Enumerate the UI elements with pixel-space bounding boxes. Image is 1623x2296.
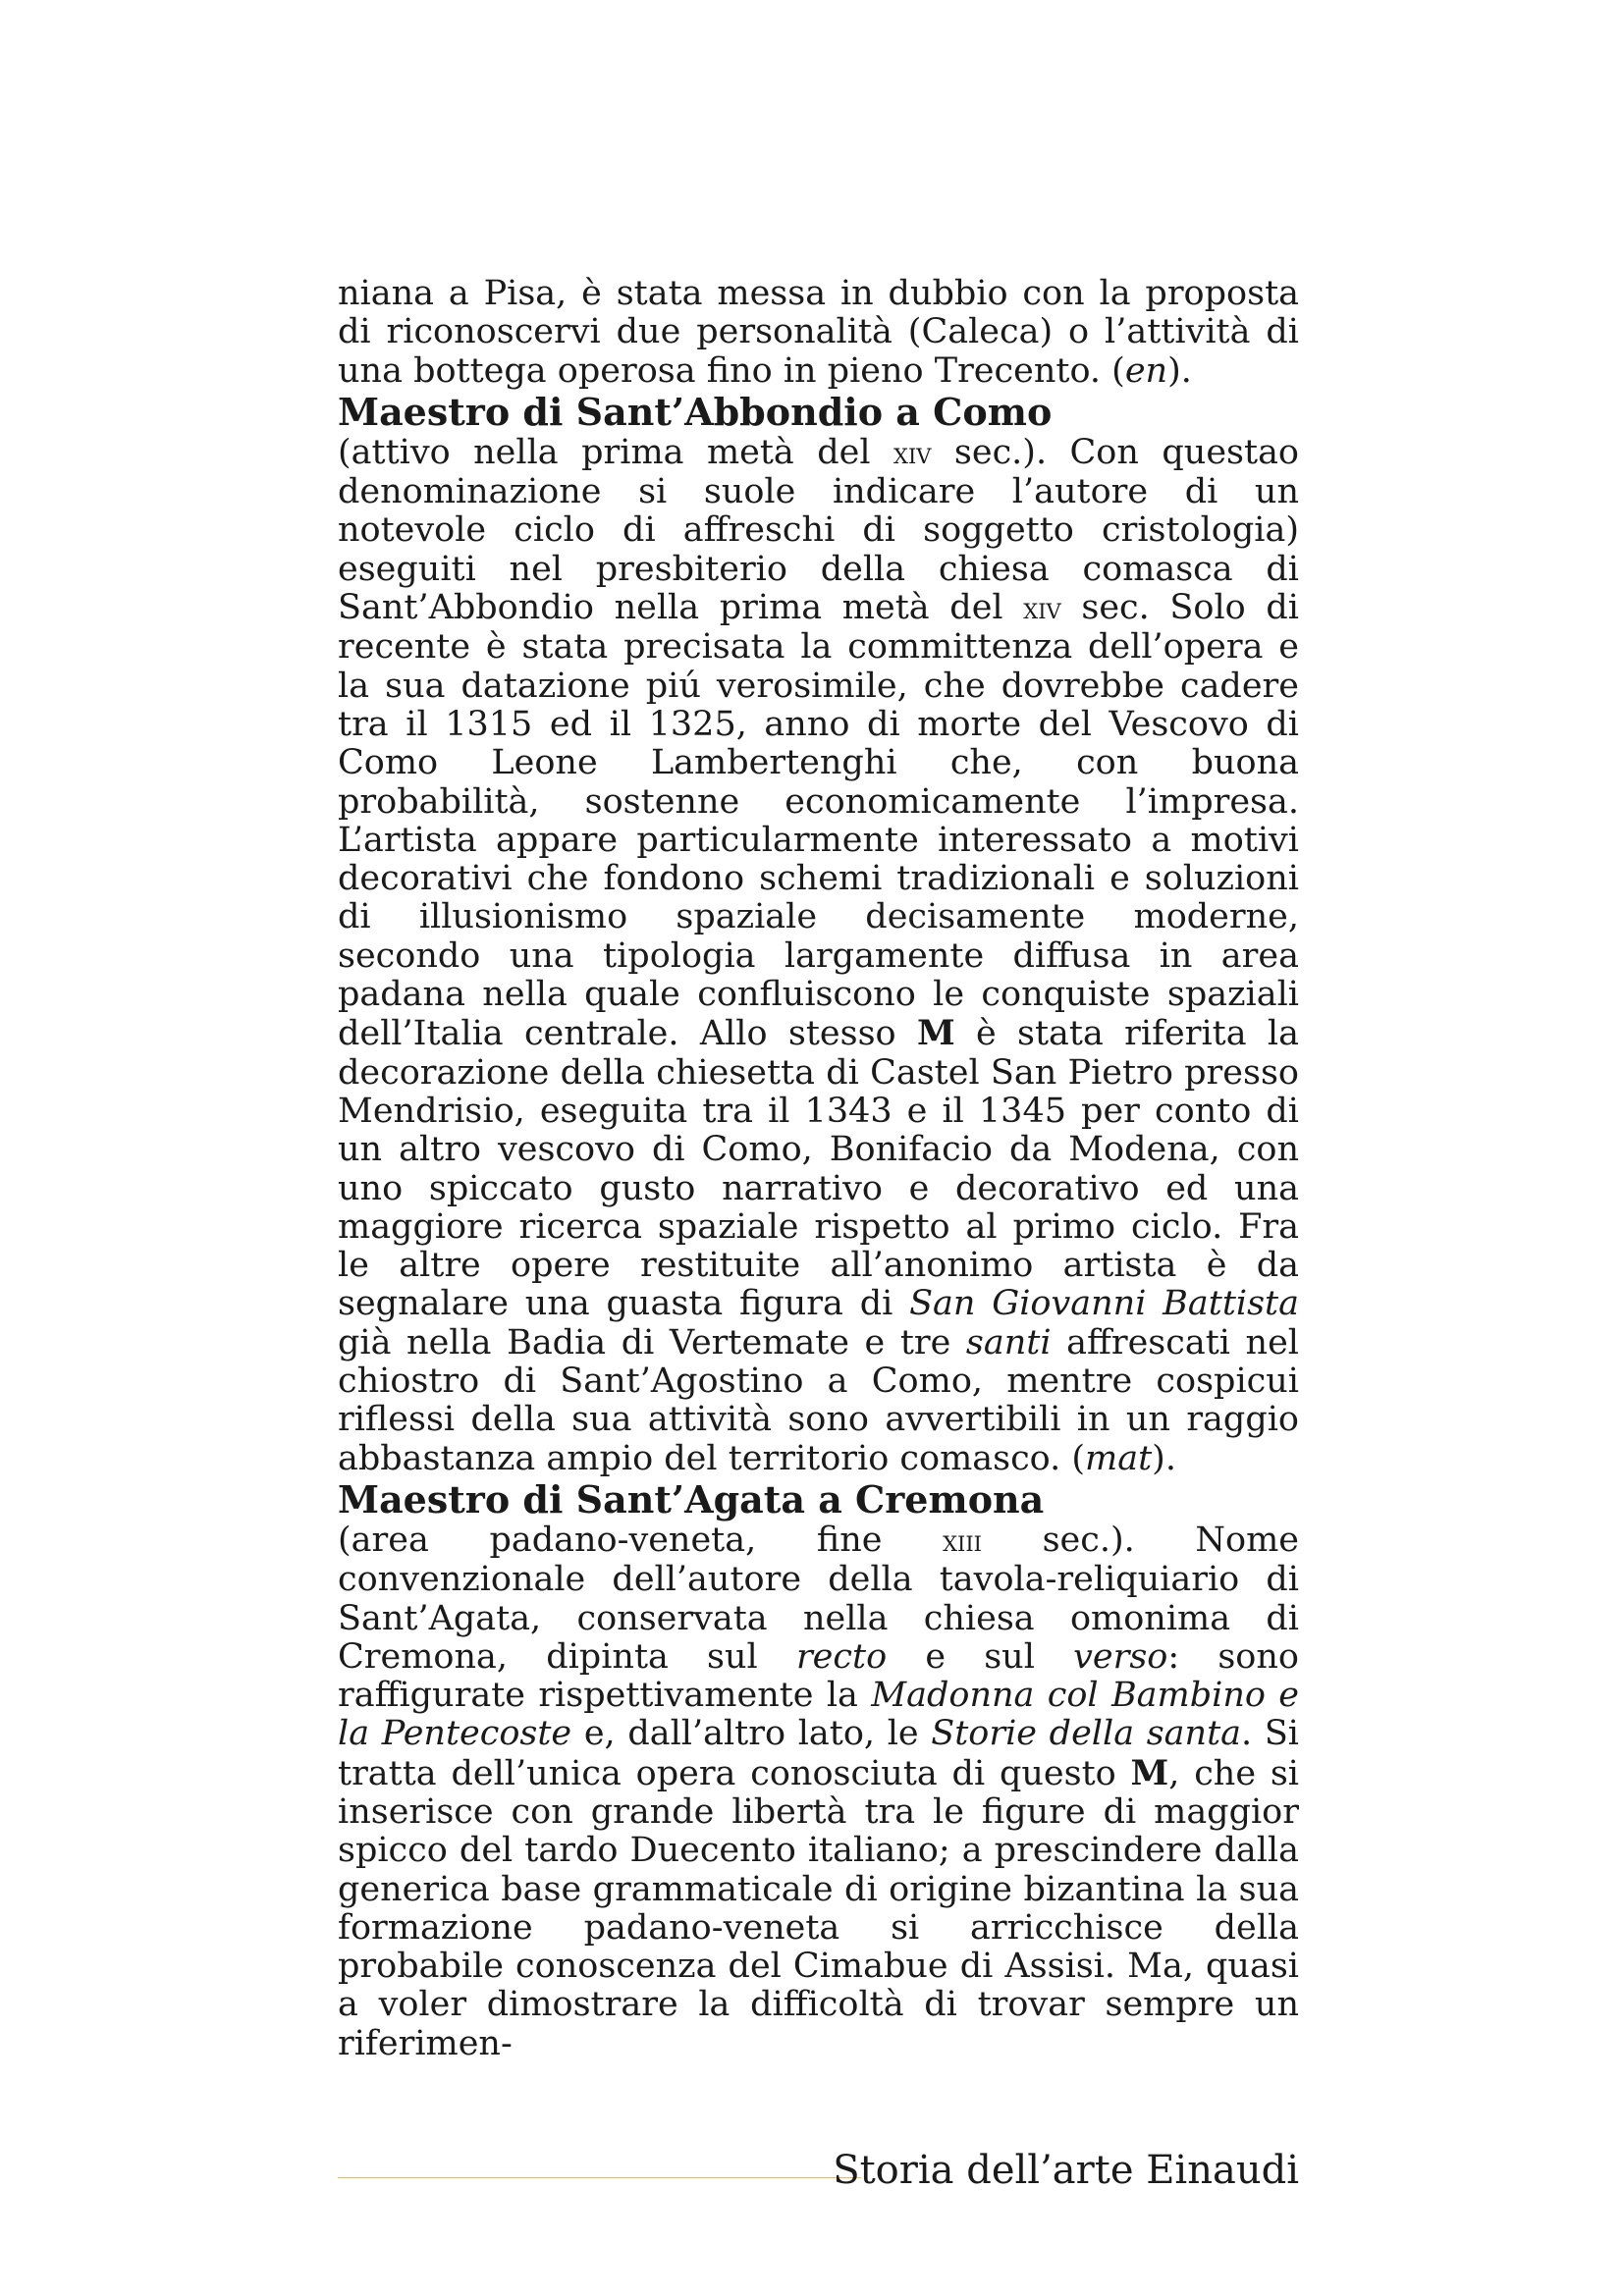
entry1-text-2: sec.). Con questao denominazione si suole indicare l’autore di un notevole ciclo di affreschi di soggetto cristologia) eseguiti nel presbiterio della chiesa comasca di Sant’Abbondio nella prima metà del [338,432,1300,628]
entry1-text-1: (attivo nella prima metà del [338,432,894,472]
entry-heading-sant-abbondio: Maestro di Sant’Abbondio a Como [338,389,1053,434]
intro-text: niana a Pisa, è stata messa in dubbio con la proposta di riconoscervi due personalità (Caleca) o l’attività di una bottega operosa fino in pieno Trecento. [338,274,1299,391]
entry2-italic-2: verso [1073,1636,1168,1677]
entry2-text-2: sec.). Nome convenzionale dell’autore della tavola-reliquiario di Sant’Agata, conservata nella chiesa omonima di Cremona, dipinta sul [338,1520,1299,1677]
entry1-author: mat [1085,1438,1153,1478]
intro-author: en [1124,350,1168,391]
entry1-text-4: è stata riferita la decorazione della chiesetta di Castel San Pietro presso Mendrisio, eseguita tra il 1343 e il 1345 per conto di un altro vescovo di Como, Bonifacio da Modena, con uno spiccato gusto narrativo e decorativo ed una maggiore ricerca spaziale rispetto al primo ciclo. Fra le altre opere restituite all’anonimo artista è da segnalare una guasta figura di [338,1014,1299,1324]
entry2-century-1: xiii [943,1523,982,1559]
entry2-m-abbrev: M [1130,1752,1169,1793]
entry1-m-abbrev: M [916,1013,955,1054]
entry2-italic-4: Storie della santa [931,1714,1242,1754]
entry1-italic-1: San Giovanni Battista [909,1284,1299,1324]
entry-heading-sant-agata: Maestro di Sant’Agata a Cremona [338,1476,1045,1522]
entry1-text-3: sec. Solo di recente è stata precisata la committenza dell’opera e la sua datazione piú verosimile, che dovrebbe cadere tra il 1315 ed il 1325, anno di morte del Vescovo di Como Leone Lambertenghi che, con buona probabilità, sostenne economicamente l’impresa. L’artista appare particularmente interessato a motivi decorativi che fondono schemi tradizionali e soluzioni di illusionismo spaziale decisamente moderne, secondo una tipologia largamente diffusa in area padana nella quale confluiscono le conquiste spaziali dell’Italia centrale. Allo stesso [338,588,1299,1054]
footer-rule [338,2177,861,2178]
entry-paragraph-sant-abbondio: (attivo nella prima metà del xiv sec.). Con questao denominazione si suole indicare l’autore di un notevole ciclo di affreschi di soggetto cristologia) eseguiti nel presbiterio della chiesa comasca di Sant’Abbondio nella prima metà del xiv sec. Solo di recente è stata precisata la committenza dell’opera e la sua datazione piú verosimile, che dovrebbe cadere tra il 1315 ed il 1325, anno di morte del Vescovo di Como Leone Lambertenghi che, con buona probabilità, sostenne economicamente l’impresa. L’artista appare particularmente interessato a motivi decorativi che fondono schemi tradizionali e soluzioni di illusionismo spaziale decisamente moderne, secondo una tipologia largamente diffusa in area padana nella quale confluiscono le conquiste spaziali dell’Italia centrale. Allo stesso M è stata riferita la decorazione della chiesetta di Castel San Pietro presso Mendrisio, eseguita tra il 1343 e il 1345 per conto di un altro vescovo di Como, Bonifacio da Modena, con uno spiccato gusto narrativo e decorativo ed una maggiore ricerca spaziale rispetto al primo ciclo. Fra le altre opere restituite all’anonimo artista è da segnalare una guasta figura di San Giovanni Battista già nella Badia di Vertemate e tre santi affrescati nel chiostro di Sant’Agostino a Como, mentre cospicui riflessi della sua attività sono avvertibili in un raggio abbastanza ampio del territorio comasco. (mat). [338,432,1300,1478]
entry2-text-4: : sono raffigurate rispettivamente la [338,1636,1299,1716]
page-body [338,275,1299,2063]
intro-paragraph: niana a Pisa, è stata messa in dubbio con la proposta di riconoscervi due personalità (Caleca) o l’attività di una bottega operosa fino in pieno Trecento. (en). [338,274,1299,391]
entry2-text-6: . Si tratta dell’unica opera conosciuta di questo [338,1714,1299,1793]
entry2-text-3: e sul [887,1636,1074,1677]
entry1-text-6: affrescati nel chiostro di Sant’Agostino a Como, mentre cospicui riflessi della sua attività sono avvertibili in un raggio abbastanza ampio del territorio comasco. [338,1322,1299,1478]
entry2-italic-3: Madonna col Bambino e la Pentecoste [338,1676,1299,1754]
entry-paragraph-sant-agata [338,1522,1299,2063]
entry2-text-7: , che si inserisce con grande libertà tra le figure di maggior spicco del tardo Duecento italiano; a prescindere dalla generica base grammaticale di origine bizantina la sua formazione padano-veneta si arricchisce della probabile conoscenza del Cimabue di Assisi. Ma, quasi a voler dimostrare la difficoltà di trovar sempre un riferimen- [338,1753,1300,2063]
entry1-italic-2: santi [965,1322,1052,1362]
entry1-century-2: xiv [1023,592,1061,627]
entry2-italic-1: recto [795,1636,888,1677]
entry1-text-5: già nella Badia di Vertemate e tre [338,1322,966,1362]
entry1-century-1: xiv [893,436,932,471]
footer-title: Storia dell’arte Einaudi [833,2148,1299,2193]
entry2-text-5: e, dall’altro lato, le [571,1714,932,1754]
entry2-text-1: (area padano-veneta, fine [338,1520,944,1560]
